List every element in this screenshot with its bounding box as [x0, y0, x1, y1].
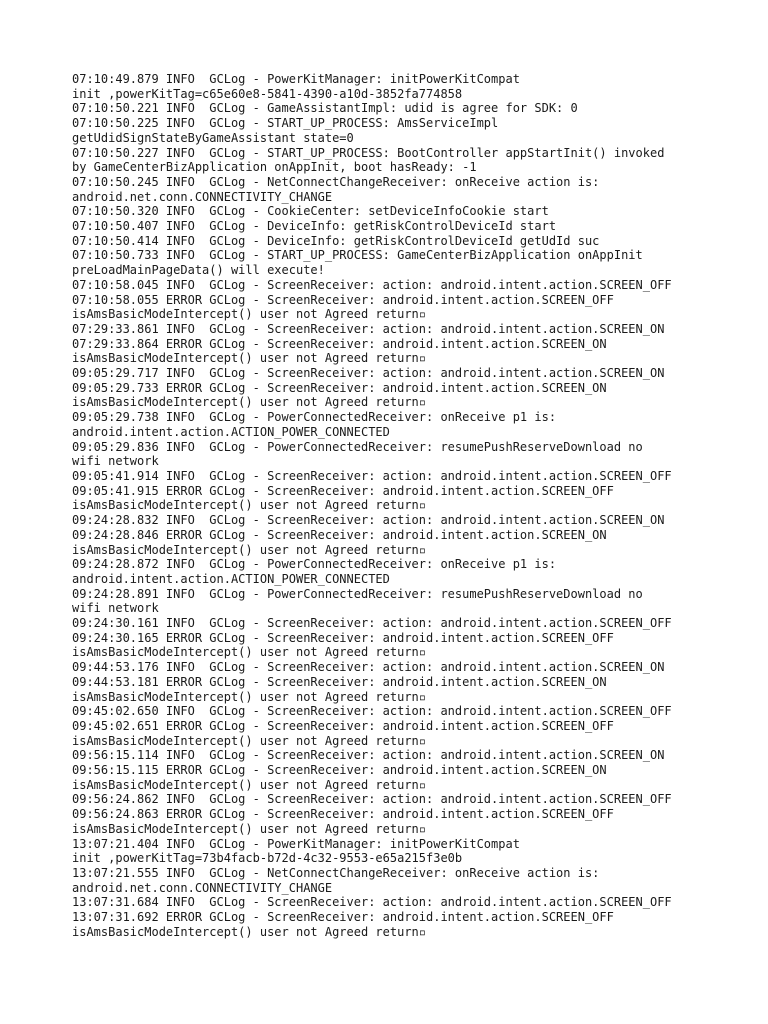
log-line: 09:05:41.915 ERROR GCLog - ScreenReceiver: android.intent.action.SCREEN_OFF [72, 483, 614, 498]
log-line: getUdidSignStateByGameAssistant state=0 [72, 130, 354, 145]
log-line: 09:44:53.176 INFO GCLog - ScreenReceiver: action: android.intent.action.SCREEN_ON [72, 660, 665, 675]
log-line: 09:24:28.891 INFO GCLog - PowerConnectedReceiver: resumePushReserveDownload no [72, 586, 643, 601]
log-line: 09:24:28.846 ERROR GCLog - ScreenReceiver: android.intent.action.SCREEN_ON [72, 527, 607, 542]
log-line: android.net.conn.CONNECTIVITY_CHANGE [72, 880, 333, 895]
log-line: 07:10:50.225 INFO GCLog - START_UP_PROCESS: AmsServiceImpl [72, 116, 499, 131]
log-line: 09:45:02.651 ERROR GCLog - ScreenReceiver: android.intent.action.SCREEN_OFF [72, 718, 614, 733]
log-line: by GameCenterBizApplication onAppInit, boot hasReady: -1 [72, 160, 477, 175]
log-line: isAmsBasicModeIntercept() user not Agreed return▫ [72, 351, 427, 366]
log-line: isAmsBasicModeIntercept() user not Agreed return▫ [72, 733, 427, 748]
log-line: android.net.conn.CONNECTIVITY_CHANGE [72, 189, 333, 204]
log-line: 07:10:50.245 INFO GCLog - NetConnectChangeReceiver: onReceive action is: [72, 174, 600, 189]
log-line: 07:10:49.879 INFO GCLog - PowerKitManager: initPowerKitCompat [72, 72, 520, 86]
log-line: 13:07:31.684 INFO GCLog - ScreenReceiver: action: android.intent.action.SCREEN_OFF [72, 895, 672, 910]
log-line: 09:56:24.863 ERROR GCLog - ScreenReceiver: android.intent.action.SCREEN_OFF [72, 807, 614, 822]
log-line: 09:05:29.717 INFO GCLog - ScreenReceiver: action: android.intent.action.SCREEN_ON [72, 366, 665, 381]
log-line: android.intent.action.ACTION_POWER_CONNECTED [72, 424, 390, 439]
log-line: wifi network [72, 454, 159, 469]
log-line: 13:07:21.404 INFO GCLog - PowerKitManager: initPowerKitCompat [72, 836, 520, 851]
log-line: android.intent.action.ACTION_POWER_CONNECTED [72, 571, 390, 586]
log-line: 09:45:02.650 INFO GCLog - ScreenReceiver: action: android.intent.action.SCREEN_OFF [72, 704, 672, 719]
log-line: isAmsBasicModeIntercept() user not Agreed return▫ [72, 307, 427, 322]
log-line: wifi network [72, 601, 159, 616]
log-line: isAmsBasicModeIntercept() user not Agreed return▫ [72, 689, 427, 704]
log-line: 09:05:41.914 INFO GCLog - ScreenReceiver: action: android.intent.action.SCREEN_OFF [72, 468, 672, 483]
log-document [72, 72, 752, 939]
log-line: isAmsBasicModeIntercept() user not Agreed return▫ [72, 777, 427, 792]
log-line: 07:10:50.733 INFO GCLog - START_UP_PROCESS: GameCenterBizApplication onAppInit [72, 248, 643, 263]
log-line: 09:05:29.733 ERROR GCLog - ScreenReceiver: android.intent.action.SCREEN_ON [72, 380, 607, 395]
log-line: 13:07:31.692 ERROR GCLog - ScreenReceiver: android.intent.action.SCREEN_OFF [72, 910, 614, 925]
log-line: 07:10:50.320 INFO GCLog - CookieCenter: setDeviceInfoCookie start [72, 204, 549, 219]
log-line: 09:56:15.115 ERROR GCLog - ScreenReceiver: android.intent.action.SCREEN_ON [72, 763, 607, 778]
log-line: 09:24:30.165 ERROR GCLog - ScreenReceiver: android.intent.action.SCREEN_OFF [72, 630, 614, 645]
log-line: 09:05:29.738 INFO GCLog - PowerConnectedReceiver: onReceive p1 is: [72, 410, 557, 425]
log-line: init ,powerKitTag=c65e60e8-5841-4390-a10d-3852fa774858 [72, 86, 463, 101]
log-line: isAmsBasicModeIntercept() user not Agreed return▫ [72, 395, 427, 410]
log-line: isAmsBasicModeIntercept() user not Agreed return▫ [72, 498, 427, 513]
log-line: 07:10:50.227 INFO GCLog - START_UP_PROCESS: BootController appStartInit() invoked [72, 145, 665, 160]
log-line: isAmsBasicModeIntercept() user not Agreed return▫ [72, 645, 427, 660]
log-line: 07:10:50.407 INFO GCLog - DeviceInfo: getRiskControlDeviceId start [72, 219, 557, 234]
log-line: 09:24:28.832 INFO GCLog - ScreenReceiver: action: android.intent.action.SCREEN_ON [72, 513, 665, 528]
log-line: isAmsBasicModeIntercept() user not Agreed return▫ [72, 924, 427, 939]
log-line: init ,powerKitTag=73b4facb-b72d-4c32-9553-e65a215f3e0b [72, 851, 463, 866]
log-line: isAmsBasicModeIntercept() user not Agreed return▫ [72, 542, 427, 557]
log-line: 09:56:24.862 INFO GCLog - ScreenReceiver: action: android.intent.action.SCREEN_OFF [72, 792, 672, 807]
log-line: 09:44:53.181 ERROR GCLog - ScreenReceiver: android.intent.action.SCREEN_ON [72, 674, 607, 689]
log-line: 09:24:30.161 INFO GCLog - ScreenReceiver: action: android.intent.action.SCREEN_OFF [72, 616, 672, 631]
log-line: 07:10:50.221 INFO GCLog - GameAssistantImpl: udid is agree for SDK: 0 [72, 101, 578, 116]
log-line: 09:56:15.114 INFO GCLog - ScreenReceiver: action: android.intent.action.SCREEN_ON [72, 748, 665, 763]
log-line: 09:24:28.872 INFO GCLog - PowerConnectedReceiver: onReceive p1 is: [72, 557, 557, 572]
log-line: 13:07:21.555 INFO GCLog - NetConnectChangeReceiver: onReceive action is: [72, 865, 600, 880]
log-line: preLoadMainPageData() will execute! [72, 263, 325, 278]
log-line: 07:10:58.045 INFO GCLog - ScreenReceiver: action: android.intent.action.SCREEN_OFF [72, 277, 672, 292]
log-line: 07:10:58.055 ERROR GCLog - ScreenReceiver: android.intent.action.SCREEN_OFF [72, 292, 614, 307]
log-line: 07:10:50.414 INFO GCLog - DeviceInfo: getRiskControlDeviceId getUdId suc [72, 233, 600, 248]
log-line: isAmsBasicModeIntercept() user not Agreed return▫ [72, 821, 427, 836]
log-line: 09:05:29.836 INFO GCLog - PowerConnectedReceiver: resumePushReserveDownload no [72, 439, 643, 454]
log-line: 07:29:33.861 INFO GCLog - ScreenReceiver: action: android.intent.action.SCREEN_ON [72, 321, 665, 336]
log-line: 07:29:33.864 ERROR GCLog - ScreenReceiver: android.intent.action.SCREEN_ON [72, 336, 607, 351]
log-body [72, 72, 752, 939]
